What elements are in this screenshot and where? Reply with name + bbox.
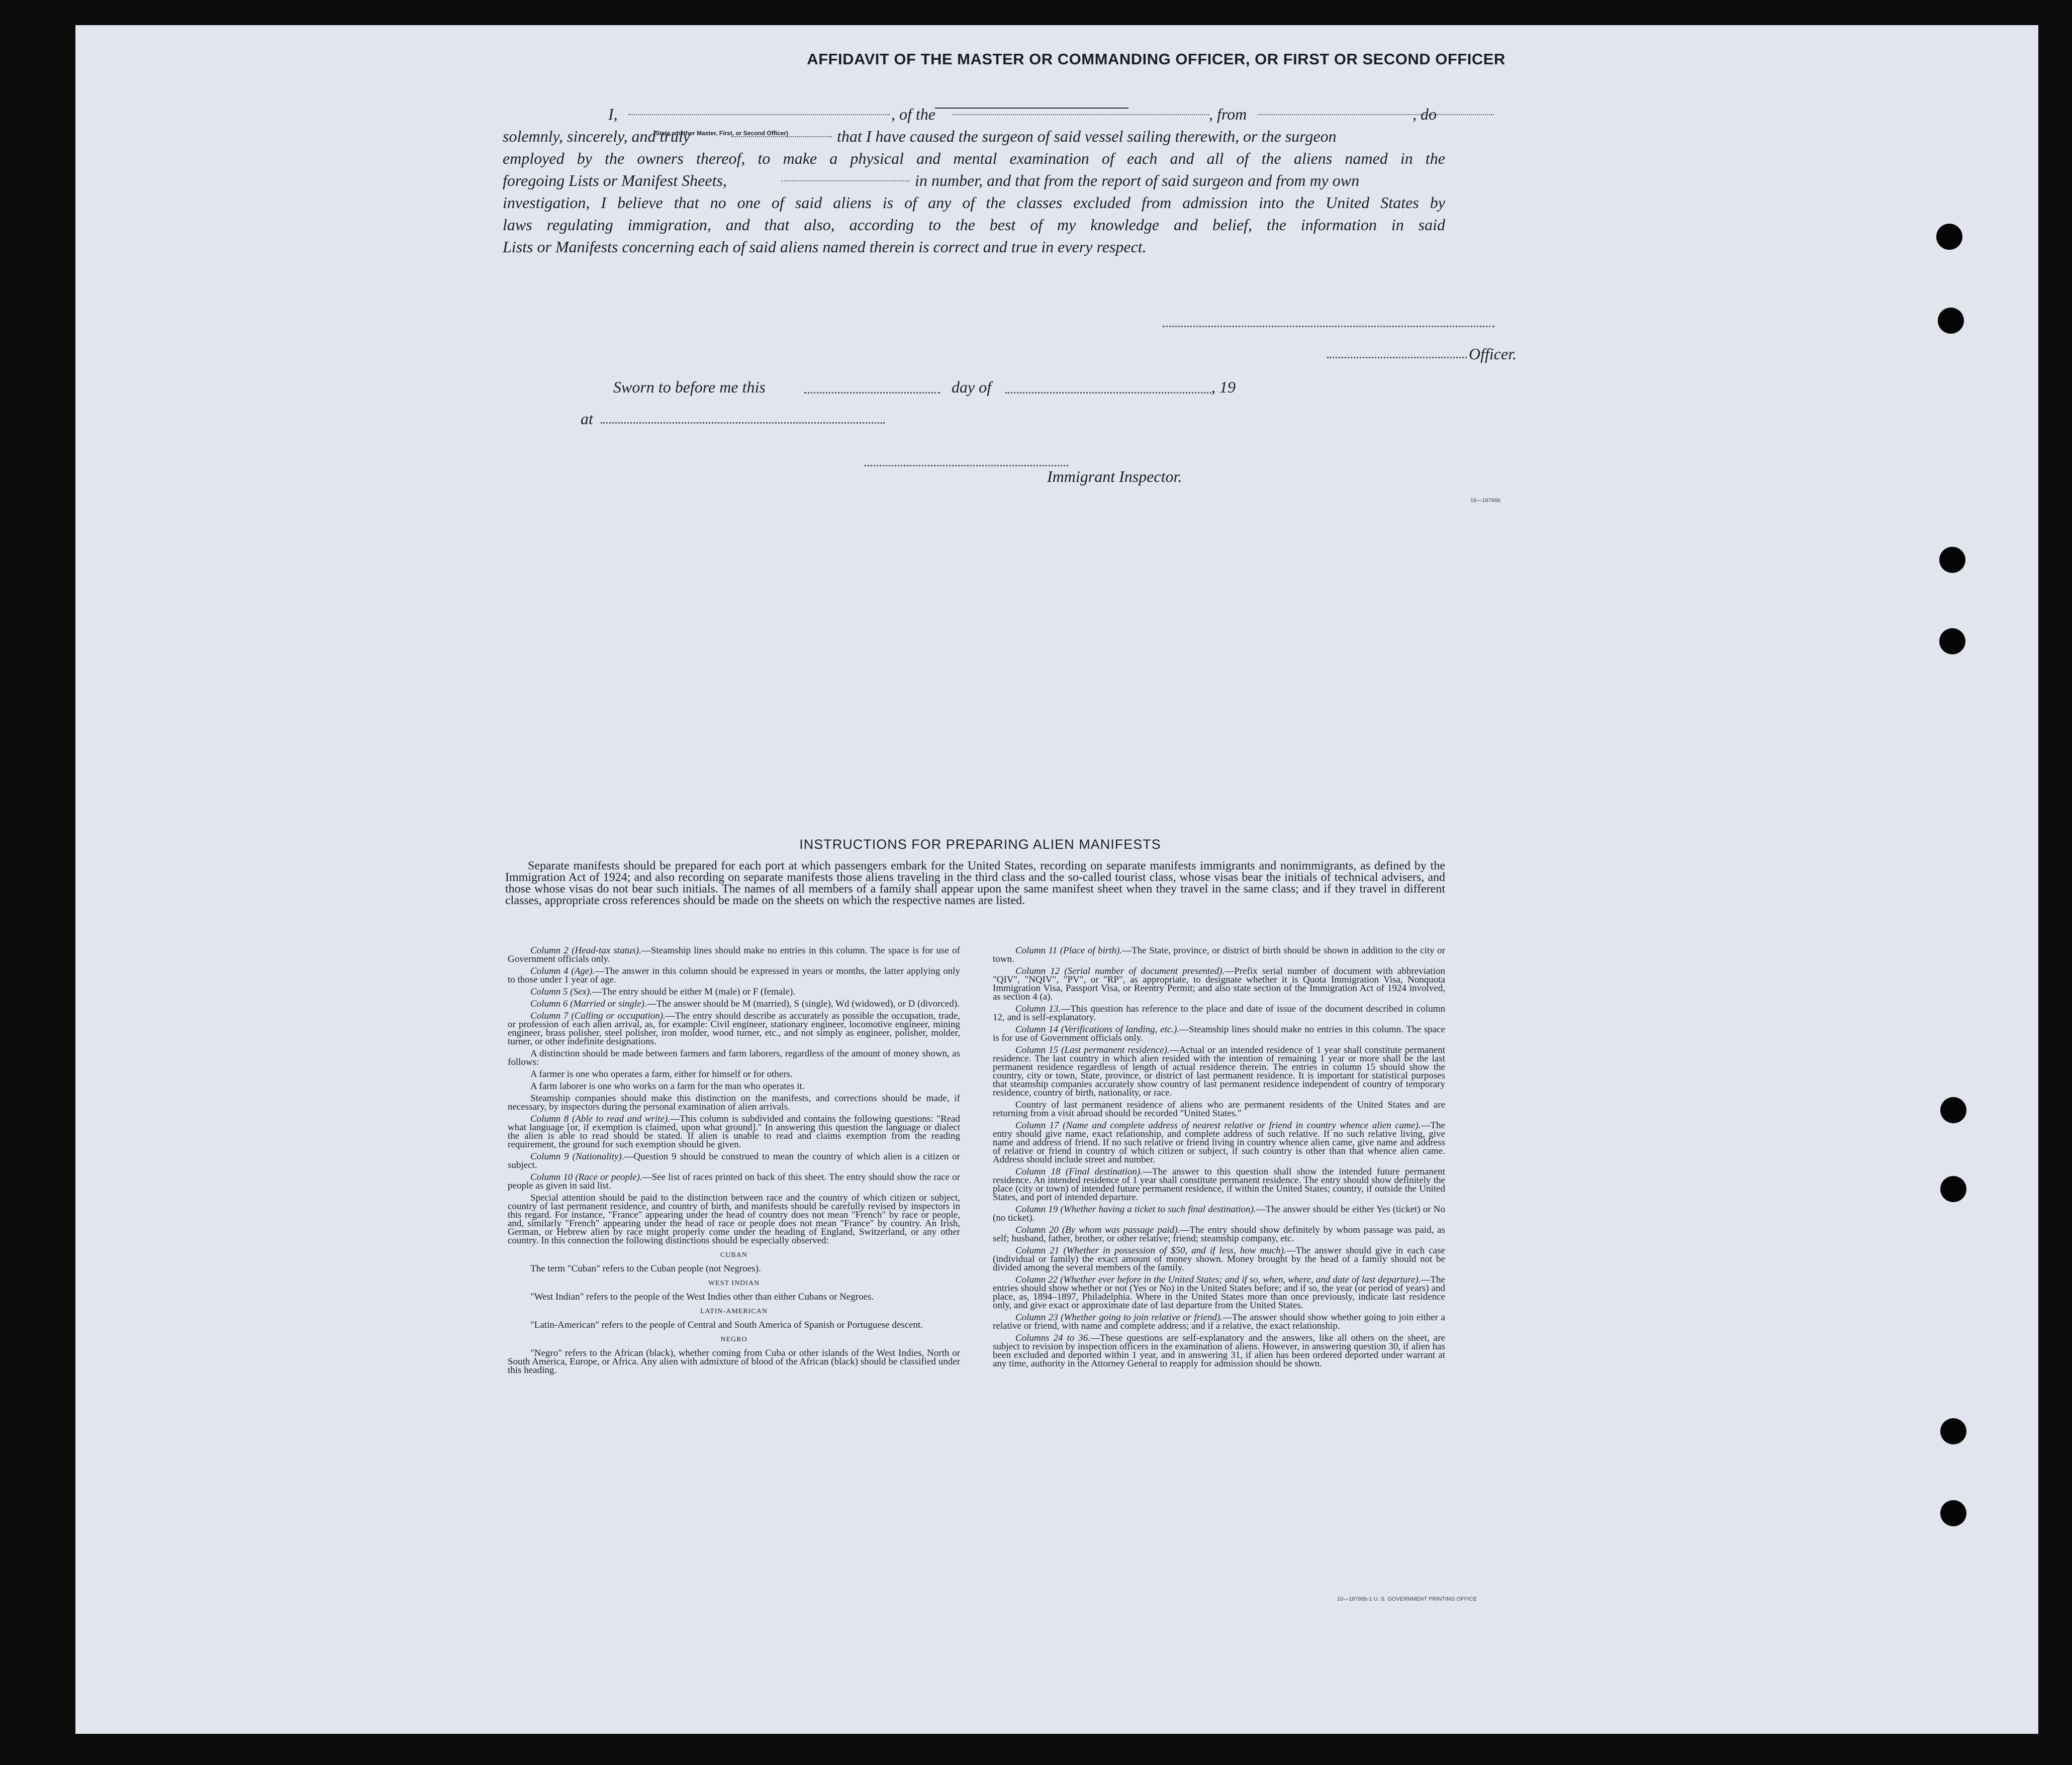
sheet-count-field[interactable] [782,169,910,181]
label-i: I, [608,105,618,123]
binder-hole [1940,1500,1966,1526]
instruction-paragraph: Column 12 (Serial number of document presented).—Prefix serial number of document with abbreviation "QIV", "NQIV", "PV", or "RP", as appropriate, to designate whether it is Quota Immigration Visa, Nonquota Immigration Visa, Passport Visa, or Reentry Permit; and also state section of the Immigration Act of 1924 involved, as section 4 (a). [993,966,1445,1002]
instruction-paragraph: Column 23 (Whether going to join relative or friend).—The answer should show whether going to join either a relative or friend, with name and complete address; and if a relative, the exact relationship. [993,1312,1445,1331]
instruction-paragraph: Steamship companies should make this distinction on the manifests, and corrections should be made, if necessary, by inspectors during the personal examination of alien arrivals. [508,1093,960,1112]
oath-field[interactable] [731,125,832,137]
instruction-paragraph: Column 9 (Nationality).—Question 9 should be construed to mean the country of which alien is a citizen or subject. [508,1151,961,1170]
column-heading: Column 20 (By whom was passage paid). [1015,1225,1180,1235]
instruction-paragraph: Column 21 (Whether in possession of $50, and if less, how much).—The answer should give in each case (individual or family) the exact amount of money shown. Money brought by the head of a family should not be divided among the several members of the family. [993,1245,1445,1273]
at-label: at [581,410,593,428]
day-of-label: day of [952,378,992,396]
column-heading: Column 15 (Last permanent residence). [1015,1045,1170,1055]
instruction-paragraph: Column 19 (Whether having a ticket to such final destination).—The answer should be either Yes (ticket) or No (no ticket). [993,1204,1445,1223]
affidavit-body [503,103,1445,258]
column-heading: Column 12 (Serial number of document presented). [1015,966,1225,976]
definition-negro: "Negro" refers to the African (black), whether coming from Cuba or other islands of the West Indies, North or South America, Europe, or Africa. Any alien with admixture of blood of the African (black) should be classified under this heading. [508,1348,960,1376]
instruction-paragraph: Column 4 (Age).—The answer in this column should be expressed in years or months, the latter applying only to those under 1 year of age. [508,966,960,985]
instruction-paragraph: Column 2 (Head-tax status).—Steamship lines should make no entries in this column. The space is for use of Government officials only. [508,945,960,964]
sworn-place-field[interactable] [601,422,885,424]
binder-hole [1940,1418,1966,1444]
binder-hole [1936,224,1962,250]
label-do: , do [1412,105,1437,123]
instruction-paragraph: Column 7 (Calling or occupation).—The entry should describe as accurately as possible the occupation, trade, or profession of each alien arrival, as, for example: Civil engineer, stationary engineer, locomotive engineer, mining engineer, brass polisher, steel polisher, iron molder, wood turner, etc., and not simply as engineer, polisher, molder, turner, or other indefinite designations. [508,1011,961,1047]
subheading-latin-american: LATIN-AMERICAN [700,1308,768,1315]
binder-hole [1940,1097,1966,1123]
column-heading: Column 4 (Age). [530,966,595,976]
sworn-label: Sworn to before me this [613,378,766,396]
column-heading: Column 17 (Name and complete address of nearest relative or friend in country whence alien came). [1015,1120,1421,1131]
vessel-name-field[interactable] [953,103,1209,115]
affidavit-line-2 [503,125,1445,147]
line2-end: that I have caused the surgeon of said vessel sailing therewith, or the surgeon [837,127,1337,145]
affidavit-line-4 [503,169,1445,191]
instruction-paragraph: A farm laborer is one who works on a farm for the man who operates it. [530,1081,805,1092]
sworn-month-field[interactable] [1005,392,1211,394]
affidavit-title: AFFIDAVIT OF THE MASTER OR COMMANDING OFFICER, OR FIRST OR SECOND OFFICER [807,50,1505,68]
instructions-right-column [993,946,1445,1371]
label-of-the: , of the [891,105,935,123]
officer-label: Officer. [1469,345,1517,363]
instruction-paragraph: Column 6 (Married or single).—The answer should be M (married), S (single), Wd (widowed), or D (divorced). [530,999,960,1009]
instruction-paragraph: Column 8 (Able to read and write).—This column is subdivided and contains the following questions: "Read what language [or, if exemption is claimed, upon what ground]." In answering this question the language or dialect the alien is able to read should be stated. If alien is unable to read and claims exemption from the reading requirement, the ground for such exemption should be given. [508,1114,960,1150]
column-heading: Column 5 (Sex). [530,987,592,997]
instruction-paragraph: Columns 24 to 36.—These questions are self-explanatory and the answers, like all others on the sheet, are subject to revision by inspection officers in the examination of aliens. However, in answering question 30, if alien has been excluded and deported within 1 year, and in answering 31, if alien has been ordered deported under warrant at any time, authority in the Attorney General to reapply for admission should be shown. [993,1333,1445,1369]
column-heading: Column 11 (Place of birth). [1015,945,1122,956]
subheading-west-indian: WEST INDIAN [708,1280,760,1287]
affidavit-line-5: investigation, I believe that no one of said aliens is of any of the classes excluded from admission into the United States by [503,193,1445,212]
definition-west-indian: "West Indian" refers to the people of the West Indies other than either Cubans or Negroes. [530,1292,874,1302]
column-heading: Column 22 (Whether ever before in the United States; and if so, when, where, and date of last departure). [1015,1274,1421,1285]
printing-office-footer: 10—18766b-1 U. S. GOVERNMENT PRINTING OFFICE [1337,1596,1477,1602]
instruction-paragraph: Special attention should be paid to the distinction between race and the country of which citizen or subject, country of last permanent residence, and country of birth, and manifests should be carefully revised by inspectors in this regard. For instance, "France" appearing under the head of country does not mean "French" by race or people, and, similarly "French" appearing under the head of race or people does not mean "France" by country. An Irish, German, or Hebrew alien by race might properly come under the heading of England, Switzerland, or any other country. In this connection the following distinctions should be especially observed: [508,1193,960,1246]
column-heading: Column 9 (Nationality). [530,1151,624,1162]
line4-start: foregoing Lists or Manifest Sheets, [503,171,727,189]
column-heading: Column 8 (Able to read and write). [530,1114,670,1124]
subheading-cuban: CUBAN [720,1251,747,1259]
subheading-negro: NEGRO [720,1336,747,1343]
instruction-paragraph: A farmer is one who operates a farm, either for himself or for others. [530,1069,793,1080]
column-heading: Column 10 (Race or people). [530,1172,642,1183]
instruction-paragraph: Column 18 (Final destination).—The answer to this question shall show the intended future permanent residence. An intended residence of 1 year shall constitute permanent residence. The entry should show definitely the place (city or town) of intended future permanent residence, if within the United States; country, if outside the United States, and port of intended departure. [993,1166,1445,1203]
label-from: , from [1209,105,1247,123]
line4-end: in number, and that from the report of said surgeon and from my own [915,171,1360,189]
instruction-paragraph: Column 20 (By whom was passage paid).—The entry should show definitely by whom passage was paid, as self; husband, father, brother, or other relative; friend; steamship company, etc. [993,1225,1445,1244]
binder-hole [1940,1176,1966,1202]
officer-rank-field[interactable] [628,103,890,115]
instruction-paragraph: Column 17 (Name and complete address of nearest relative or friend in country whence alien came).—The entry should give name, exact relationship, and complete address of such relative. If no such relative living, give name and address of friend. If no such relative or friend living in country whence alien came, give name and address of relative or friend in country of which citizen or subject, if such country is other than that whence alien came. Address should include street and number. [993,1120,1445,1165]
instruction-paragraph: Column 10 (Race or people).—See list of races printed on back of this sheet. The entry should show the race or people as given in said list. [508,1172,961,1191]
sworn-day-field[interactable] [804,392,940,394]
instruction-paragraph: Country of last permanent residence of aliens who are permanent residents of the United States and are returning from a visit abroad should be recorded "United States." [993,1100,1445,1119]
instruction-paragraph: Column 11 (Place of birth).—The State, province, or district of birth should be shown in addition to the city or town. [993,945,1445,964]
inspector-signature-line[interactable] [865,465,1068,466]
instruction-paragraph: A distinction should be made between farmers and farm laborers, regardless of the amount of money shown, as follows: [508,1048,960,1067]
instructions-left-column [508,946,960,1378]
column-heading: Columns 24 to 36. [1015,1333,1090,1343]
column-heading: Column 23 (Whether going to join relative or friend). [1015,1312,1223,1323]
officer-signature-line[interactable] [1327,357,1467,358]
column-heading: Column 19 (Whether having a ticket to such final destination). [1015,1204,1256,1215]
officer-rank-note: (State whether Master, First, or Second Officer) [653,130,789,137]
affidavit-line-7: Lists or Manifests concerning each of said aliens named therein is correct and true in every respect. [503,238,1147,256]
form-code: 16—18766b [1470,498,1500,504]
port-from-field[interactable] [1258,103,1494,115]
column-heading: Column 7 (Calling or occupation). [530,1011,666,1021]
affidavit-line-6: laws regulating immigration, and that also, according to the best of my knowledge and belief, the information in said [503,216,1445,234]
affidavit-line-3: employed by the owners thereof, to make a physical and mental examination of each and all of the aliens named in the [503,149,1445,167]
inspector-label: Immigrant Inspector. [1047,467,1182,485]
affidavit-line-1 [503,103,1445,125]
instruction-paragraph: Column 5 (Sex).—The entry should be either M (male) or F (female). [530,987,796,997]
column-heading: Column 21 (Whether in possession of $50, and if less, how much). [1015,1245,1286,1256]
binder-hole [1939,547,1965,573]
binder-hole [1938,308,1964,334]
column-heading: Column 18 (Final destination). [1015,1166,1143,1177]
instruction-paragraph: Column 22 (Whether ever before in the United States; and if so, when, where, and date of last departure).—The entries should show whether or not (Yes or No) in the United States before; and if so, the year (or period of years) and place, as, 1894–1897, Philadelphia. Where in the United States more than once previously, indicate last residence only, and give exact or approximate date of last departure from the United States. [993,1274,1445,1311]
column-heading: Column 13. [1015,1004,1061,1014]
column-heading: Column 2 (Head-tax status). [530,945,641,956]
definition-latin-american: "Latin-American" refers to the people of Central and South America of Spanish or Portuguese descent. [530,1320,923,1330]
column-heading: Column 14 (Verifications of landing, etc.). [1015,1024,1180,1035]
instructions-title: INSTRUCTIONS FOR PREPARING ALIEN MANIFESTS [799,837,1161,852]
definition-cuban: The term "Cuban" refers to the Cuban people (not Negroes). [530,1263,761,1274]
column-heading: Column 6 (Married or single). [530,999,647,1009]
signature-line-upper[interactable] [1163,326,1494,327]
line2-start: solemnly, sincerely, and truly [503,127,690,145]
instruction-paragraph: Column 15 (Last permanent residence).—Actual or an intended residence of 1 year shall constitute permanent residence. The last country in which alien resided with the intention of remaining 1 year or more shall be the last permanent residence regardless of length of actual residence therein. The entries in column 15 should show the country, city or town, State, province, or district of last permanent residence. It is important for statistical purposes that steamship companies accurately show country of last permanent residence independent of country of temporary residence, country of birth, nationality, or race. [993,1045,1446,1098]
year-label: , 19 [1211,378,1236,396]
instruction-paragraph: Column 14 (Verifications of landing, etc.).—Steamship lines should make no entries in this column. The space is for use of Government officials only. [993,1024,1446,1043]
instructions-intro: Separate manifests should be prepared for each port at which passengers embark for the United States, recording on separate manifests immigrants and nonimmigrants, as defined by the Immigration Act of 1924; and also recording on separate manifests those aliens traveling in the third class and the so-called tourist class, whose visas bear the initials of technical advisers, and those whose visas do not bear such initials. The names of all members of a family shall appear upon the same manifest sheet when they travel in the same class; and if they travel in different classes, appropriate cross references should be made on the sheets on which the respective names are listed. [505,859,1445,907]
binder-hole [1939,628,1965,654]
instruction-paragraph: Column 13.—This question has reference to the place and date of issue of the document described in column 12, and is self-explanatory. [993,1004,1445,1023]
